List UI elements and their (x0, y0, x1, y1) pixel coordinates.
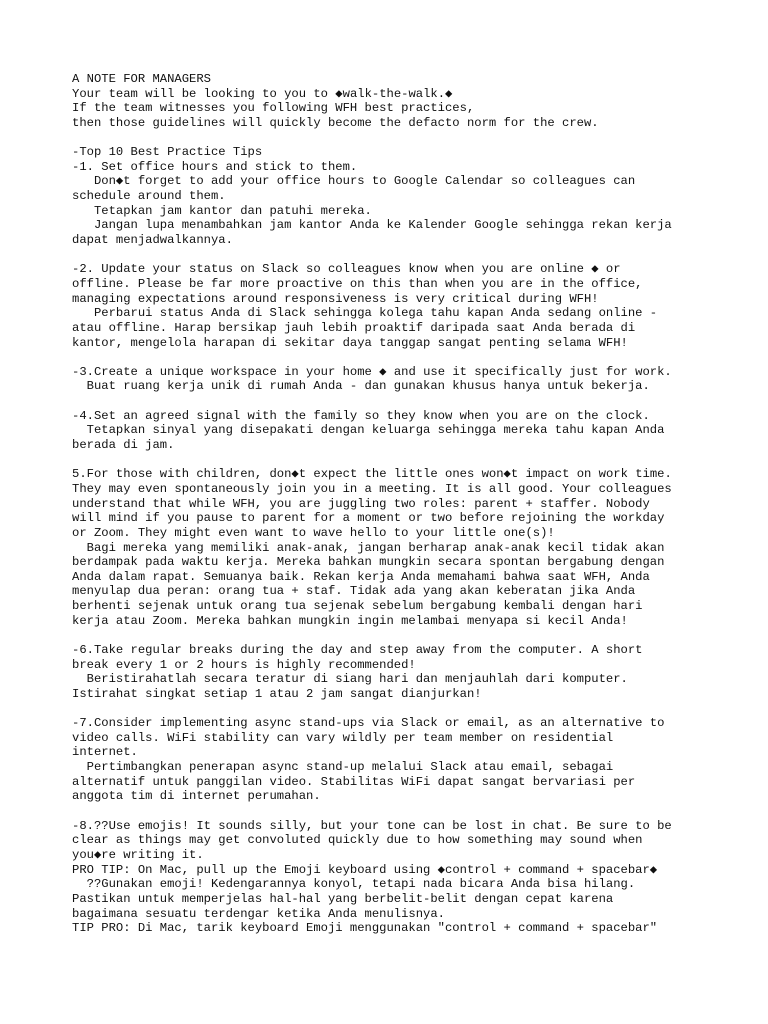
text-line: -1. Set office hours and stick to them. (72, 159, 358, 174)
text-line: Jangan lupa menambahkan jam kantor Anda ke Kalender Google sehingga rekan kerja (72, 218, 672, 233)
text-line: Your team will be looking to you to ◆walk-the-walk.◆ (72, 86, 453, 101)
text-line: Anda dalam rapat. Semuanya baik. Rekan kerja Anda memahami bahwa saat WFH, Anda (72, 569, 650, 584)
text-line: -2. Update your status on Slack so colleagues know when you are online ◆ or (72, 262, 621, 277)
text-line: Bagi mereka yang memiliki anak-anak, jangan berharap anak-anak kecil tidak akan (72, 540, 665, 555)
text-line: 5.For those with children, don◆t expect the little ones won◆t impact on work time. (72, 467, 672, 482)
text-line: ??Gunakan emoji! Kedengarannya konyol, tetapi nada bicara Anda bisa hilang. (72, 877, 636, 892)
text-line: A NOTE FOR MANAGERS (72, 72, 211, 86)
text-line: Pertimbangkan penerapan async stand-up melalui Slack atau email, sebagai (72, 760, 614, 775)
blank-line (72, 453, 712, 468)
text-line: menyulap dua peran: orang tua + staf. Tidak ada yang akan keberatan jika Anda (72, 584, 636, 599)
text-line: you◆re writing it. (72, 847, 204, 862)
text-line: kantor, mengelola harapan di sekitar daya tanggap sangat penting selama WFH! (72, 335, 628, 350)
blank-line (72, 248, 712, 263)
blank-line (72, 628, 712, 643)
text-line: TIP PRO: Di Mac, tarik keyboard Emoji menggunakan "control + command + spacebar" (72, 921, 658, 936)
text-line: kerja atau Zoom. Mereka bahkan mungkin ingin melambai menyapa si kecil Anda! (72, 613, 628, 628)
text-line: dapat menjadwalkannya. (72, 233, 233, 248)
text-line: video calls. WiFi stability can vary wildly per team member on residential (72, 730, 614, 745)
text-line: Istirahat singkat setiap 1 atau 2 jam sangat dianjurkan! (72, 686, 482, 701)
text-line: Buat ruang kerja unik di rumah Anda - dan gunakan khusus hanya untuk bekerja. (72, 379, 650, 394)
document-page (72, 72, 712, 936)
text-line: Perbarui status Anda di Slack sehingga kolega tahu kapan Anda sedang online - (72, 306, 658, 321)
text-line: atau offline. Harap bersikap jauh lebih proaktif daripada saat Anda berada di (72, 320, 636, 335)
text-line: anggota tim di internet perumahan. (72, 789, 321, 804)
blank-line (72, 804, 712, 819)
text-line: -4.Set an agreed signal with the family so they know when you are on the clock. (72, 408, 650, 423)
text-line: PRO TIP: On Mac, pull up the Emoji keyboard using ◆control + command + spacebar◆ (72, 862, 658, 877)
text-line: -8.??Use emojis! It sounds silly, but your tone can be lost in chat. Be sure to be (72, 818, 672, 833)
text-line: -6.Take regular breaks during the day and step away from the computer. A short (72, 642, 643, 657)
text-line: Pastikan untuk memperjelas hal-hal yang berbelit-belit dengan cepat karena (72, 891, 614, 906)
text-line: alternatif untuk panggilan video. Stabilitas WiFi dapat sangat bervariasi per (72, 774, 636, 789)
text-line: -3.Create a unique workspace in your home ◆ and use it specifically just for work. (72, 364, 672, 379)
text-line: will mind if you pause to parent for a moment or two before rejoining the workday (72, 511, 665, 526)
text-line: -Top 10 Best Practice Tips (72, 145, 263, 160)
text-line: clear as things may get convoluted quickly due to how something may sound when (72, 833, 643, 848)
text-line: understand that while WFH, you are juggling two roles: parent + staffer. Nobody (72, 496, 650, 511)
blank-line (72, 394, 712, 409)
text-line: Tetapkan jam kantor dan patuhi mereka. (72, 203, 372, 218)
blank-line (72, 702, 712, 717)
text-line: berhenti sejenak untuk orang tua sejenak sebelum bergabung kembali dengan hari (72, 599, 643, 614)
text-line: bagaimana sesuatu terdengar ketika Anda menulisnya. (72, 906, 445, 921)
blank-line (72, 350, 712, 365)
text-line: -7.Consider implementing async stand-ups via Slack or email, as an alternative to (72, 716, 665, 731)
blank-line (72, 131, 712, 146)
text-line: Tetapkan sinyal yang disepakati dengan keluarga sehingga mereka tahu kapan Anda (72, 423, 665, 438)
text-line: schedule around them. (72, 189, 226, 204)
text-line: berdampak pada waktu kerja. Mereka bahkan mungkin secara spontan bergabung dengan (72, 555, 665, 570)
text-line: break every 1 or 2 hours is highly recommended! (72, 657, 416, 672)
text-line: managing expectations around responsiveness is very critical during WFH! (72, 291, 599, 306)
text-line: then those guidelines will quickly become the defacto norm for the crew. (72, 115, 599, 130)
text-line: internet. (72, 745, 138, 760)
text-line: If the team witnesses you following WFH best practices, (72, 101, 475, 116)
text-line: or Zoom. They might even want to wave hello to your little one(s)! (72, 525, 555, 540)
text-line: offline. Please be far more proactive on this than when you are in the office, (72, 276, 643, 291)
text-line: Beristirahatlah secara teratur di siang hari dan menjauhlah dari komputer. (72, 672, 628, 687)
text-line: Don◆t forget to add your office hours to Google Calendar so colleagues can (72, 174, 636, 189)
text-line: They may even spontaneously join you in a meeting. It is all good. Your colleagues (72, 481, 672, 496)
text-line: berada di jam. (72, 438, 175, 453)
